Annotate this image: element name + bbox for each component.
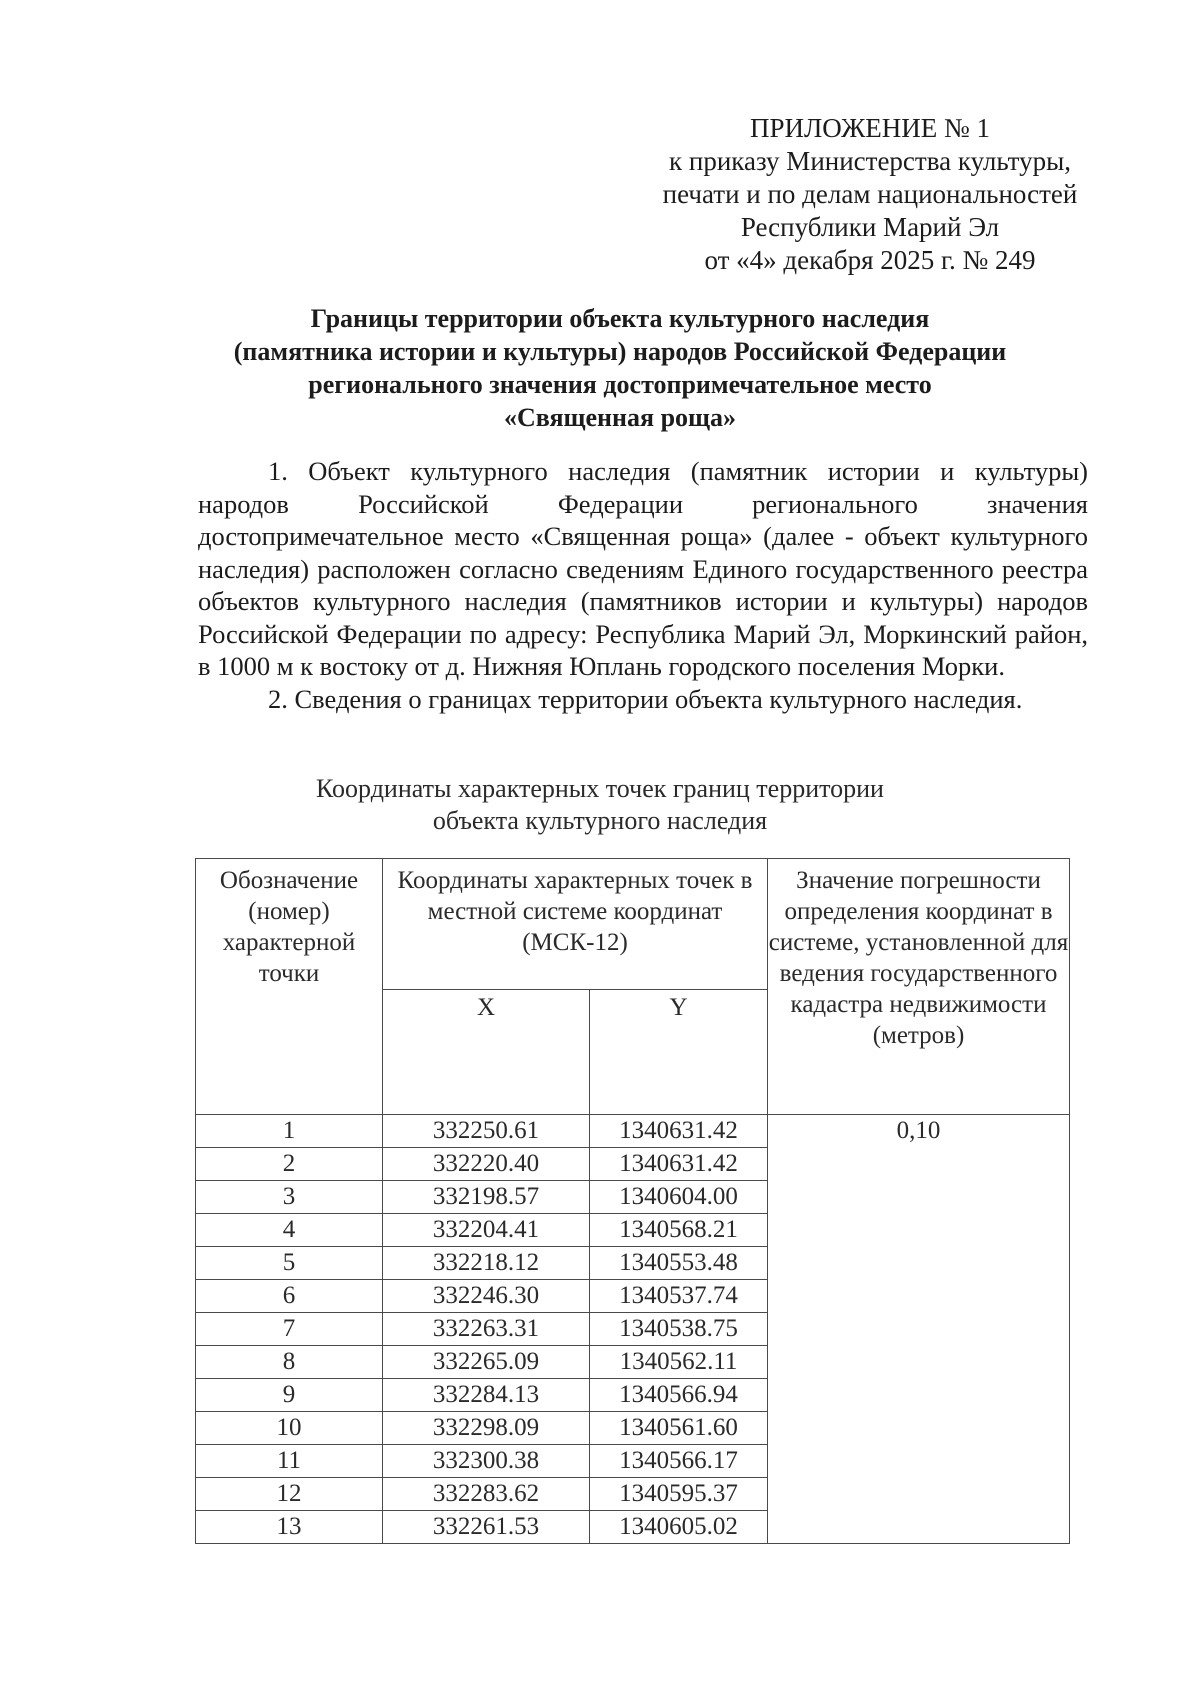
coord-y: 1340562.11 — [590, 1346, 768, 1379]
point-number: 4 — [196, 1214, 383, 1247]
coord-y: 1340605.02 — [590, 1511, 768, 1544]
point-number: 6 — [196, 1280, 383, 1313]
title-line-1: Границы территории объекта культурного наследия — [310, 304, 930, 333]
point-number: 9 — [196, 1379, 383, 1412]
point-number: 12 — [196, 1478, 383, 1511]
point-number: 5 — [196, 1247, 383, 1280]
appendix-ministry-line: печати и по делам национальностей — [662, 179, 1078, 209]
header-x: X — [383, 990, 590, 1115]
table-row — [196, 1115, 1070, 1148]
coord-x: 332300.38 — [383, 1445, 590, 1478]
appendix-header — [640, 112, 1100, 277]
coord-y: 1340537.74 — [590, 1280, 768, 1313]
appendix-date-line: от «4» декабря 2025 г. № 249 — [704, 245, 1036, 275]
coord-y: 1340568.21 — [590, 1214, 768, 1247]
point-number: 3 — [196, 1181, 383, 1214]
document-title — [190, 302, 1050, 434]
title-line-3: регионального значения достопримечательное место — [308, 370, 932, 399]
appendix-number: ПРИЛОЖЕНИЕ № 1 — [749, 113, 991, 143]
table-caption-line-1: Координаты характерных точек границ территории — [316, 774, 884, 803]
paragraph-boundaries: 2. Сведения о границах территории объекта культурного наследия. — [268, 683, 1023, 714]
point-number: 7 — [196, 1313, 383, 1346]
coord-x: 332263.31 — [383, 1313, 590, 1346]
coord-x: 332218.12 — [383, 1247, 590, 1280]
coord-x: 332250.61 — [383, 1115, 590, 1148]
header-y: Y — [590, 990, 768, 1115]
paragraph-location: 1. Объект культурного наследия (памятник истории и культуры) народов Российской Федерации регионального значения достопримечательное место «Священная роща» (далее - объект культурного наследия) расположен согласно сведениям Единого государственного реестра объектов культурного наследия (памятников истории и культуры) народов Российской Федерации по адресу: Республика Марий Эл, Моркинский район, в 1000 м к востоку от д. Нижняя Юплань городского поселения Морки. — [198, 456, 1088, 681]
coord-x: 332283.62 — [383, 1478, 590, 1511]
coord-x: 332204.41 — [383, 1214, 590, 1247]
title-line-2: (памятника истории и культуры) народов Российской Федерации — [233, 337, 1007, 366]
header-point-number: Обозначение (номер) характерной точки — [196, 859, 383, 1115]
coord-x: 332246.30 — [383, 1280, 590, 1313]
coord-x: 332198.57 — [383, 1181, 590, 1214]
point-number: 10 — [196, 1412, 383, 1445]
coord-y: 1340566.94 — [590, 1379, 768, 1412]
coord-y: 1340566.17 — [590, 1445, 768, 1478]
coord-x: 332284.13 — [383, 1379, 590, 1412]
point-number: 2 — [196, 1148, 383, 1181]
point-number: 8 — [196, 1346, 383, 1379]
coordinates-table — [195, 858, 1070, 1544]
point-number: 1 — [196, 1115, 383, 1148]
coord-x: 332265.09 — [383, 1346, 590, 1379]
coord-y: 1340595.37 — [590, 1478, 768, 1511]
header-coordinates: Координаты характерных точек в местной системе координат (МСК-12) — [383, 859, 768, 990]
coord-x: 332261.53 — [383, 1511, 590, 1544]
coord-y: 1340631.42 — [590, 1115, 768, 1148]
coord-y: 1340538.75 — [590, 1313, 768, 1346]
header-error: Значение погрешности определения координат в системе, установленной для ведения государственного кадастра недвижимости (метров) — [768, 859, 1070, 1115]
body-text — [198, 455, 1088, 715]
appendix-republic-line: Республики Марий Эл — [740, 212, 1000, 242]
coord-y: 1340631.42 — [590, 1148, 768, 1181]
table-caption-line-2: объекта культурного наследия — [432, 806, 768, 835]
title-line-4: «Священная роща» — [504, 403, 736, 432]
appendix-order-line: к приказу Министерства культуры, — [669, 146, 1071, 176]
table-caption — [300, 773, 900, 837]
coord-y: 1340561.60 — [590, 1412, 768, 1445]
coord-y: 1340553.48 — [590, 1247, 768, 1280]
error-value: 0,10 — [768, 1115, 1070, 1544]
coord-x: 332298.09 — [383, 1412, 590, 1445]
point-number: 13 — [196, 1511, 383, 1544]
coord-y: 1340604.00 — [590, 1181, 768, 1214]
coord-x: 332220.40 — [383, 1148, 590, 1181]
point-number: 11 — [196, 1445, 383, 1478]
